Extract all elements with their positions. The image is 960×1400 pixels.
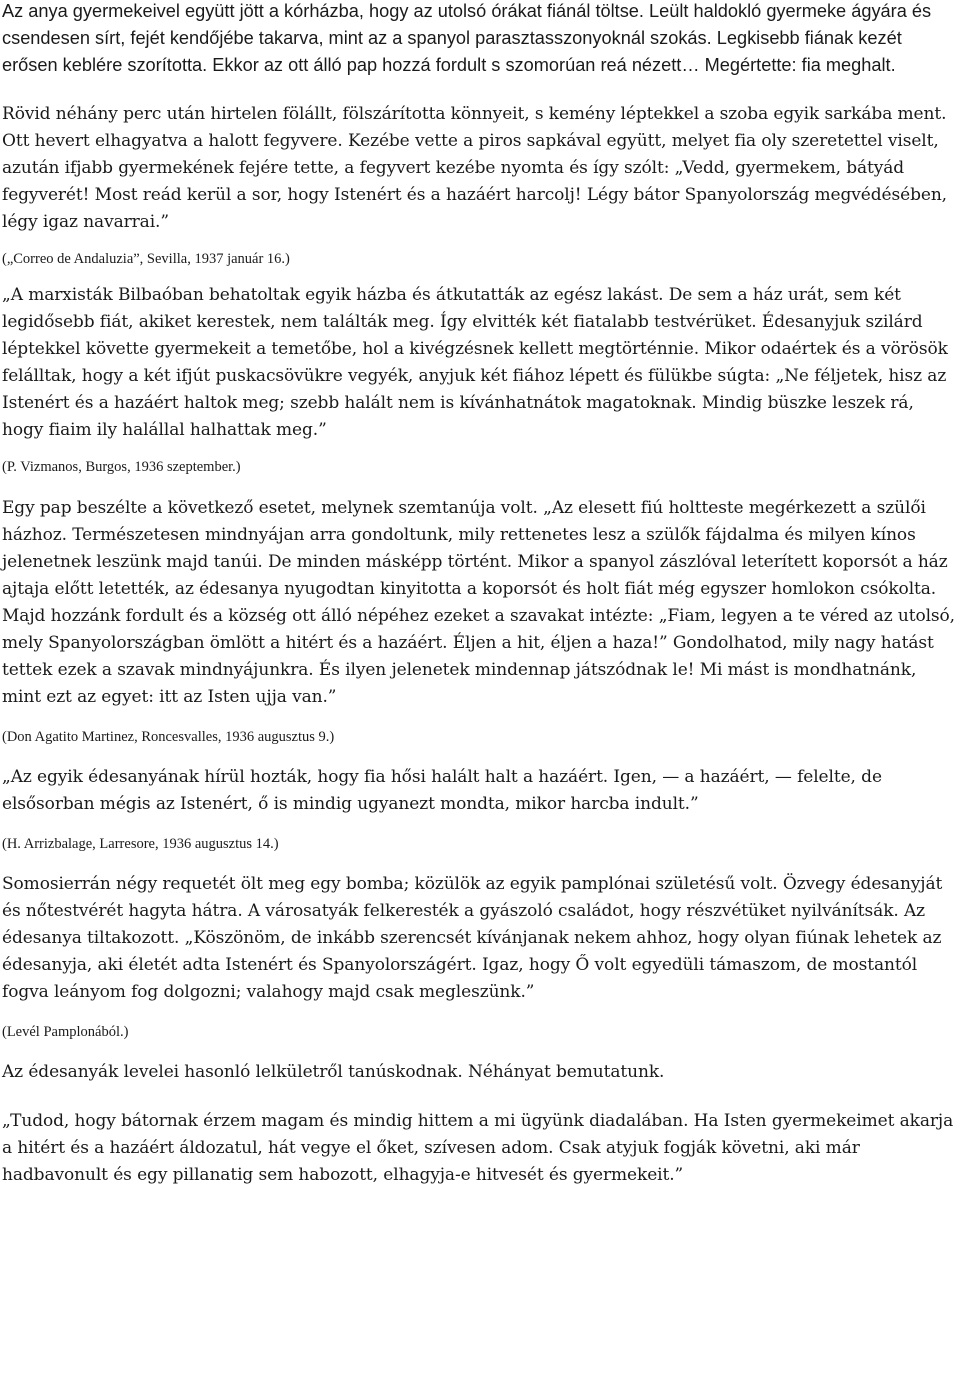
citation-correo-de-andaluzia: („Correo de Andaluzia”, Sevilla, 1937 január 16.) <box>2 251 290 267</box>
citation-vizmanos-burgos: (P. Vizmanos, Burgos, 1936 szeptember.) <box>2 459 241 475</box>
paragraph-brother-weapon: Rövid néhány perc után hirtelen fölállt, fölszárította könnyeit, s kemény léptekkel a szoba egyik sarkába ment. Ott hevert elhagyatva a halott fegyvere. Kezébe vette a piros sapkával együtt, melyet fia oly szeretettel viselt, azután ifjabb gyermekének fejére tette, a fegyvert kezébe nyomta és így szólt: „Vedd, gyermekem, bátyád fegyverét! Most reád kerül a sor, hogy Istenért és a hazáért harcolj! Légy bátor Spanyolország megvédésében, légy igaz navarrai.” <box>2 104 947 232</box>
paragraph-heroic-death: „Az egyik édesanyának hírül hozták, hogy fia hősi halált halt a hazáért. Igen, — a hazáért, — felelte, de elsősorban mégis az Istenért, ő is mindig ugyanezt mondta, mikor harcba indult.” <box>2 767 882 814</box>
paragraph-mothers-letters: Az édesanyák levelei hasonló lelkületről tanúskodnak. Néhányat bemutatunk. <box>2 1062 665 1082</box>
paragraph-somosierra-bomb: Somosierrán négy requetét ölt meg egy bomba; közülök az egyik pamplónai születésű volt. Özvegy édesanyját és nőtestvérét hagyta hátra. A városatyák felkeresték a gyászoló családot, hogy részvétüket nyilvánítsák. Az édesanya tiltakozott. „Köszönöm, de inkább szerencsét kívánjanak nekem ahhoz, hogy olyan fiúnak lehetek az édesanyja, aki életét adta Istenért és Spanyolországért. Igaz, hogy Ő volt egyedüli támaszom, de mostantól fogva leányom fog dolgozni; valahogy majd csak megleszünk.” <box>2 874 943 1002</box>
citation-letter-pamplona: (Levél Pamplonából.) <box>2 1024 129 1040</box>
paragraph-mother-letter-quote: „Tudod, hogy bátornak érzem magam és mindig hittem a mi ügyünk diadalában. Ha Isten gyermekeimet akarja a hitért és a hazáért áldozatul, hát vegye el őket, szívesen adom. Csak atyjuk fogják követni, aki már hadbavonult és egy pillanatig sem habozott, elhagyja-e hitvesét és gyermekeit.” <box>2 1111 954 1185</box>
paragraph-hospital-mother: Az anya gyermekeivel együtt jött a kórházba, hogy az utolsó órákat fiánál töltse. Leült haldokló gyermeke ágyára és csendesen sírt, fejét kendőjébe takarva, mint az a spanyol parasztasszonyoknál szokás. Legkisebb fiának kezét erősen keblére szorította. Ekkor az ott álló pap hozzá fordult s szomorúan reá nézett… Megértette: fia meghalt. <box>2 1 932 75</box>
citation-arrizbalage-larresore: (H. Arrizbalage, Larresore, 1936 augusztus 14.) <box>2 836 279 852</box>
paragraph-bilbao-marxists: „A marxisták Bilbaóban behatoltak egyik házba és átkutatták az egész lakást. De sem a ház urát, sem két legidősebb fiát, akiket kerestek, nem találták meg. Így elvitték két fiatalabb testvérüket. Édesanyjuk szilárd léptekkel követte gyermekeit a temetőbe, hol a kivégzésnek kellett megtörténnie. Mikor odaértek és a vörösök felálltak, hogy a két ifjút puskacsövükre vegyék, anyjuk két fiához lépett és fülükbe súgta: „Ne féljetek, hisz az Istenért és a hazáért haltok meg; szebb halált nem is kívánhatnátok magatoknak. Mindig büszke leszek rá, hogy fiaim ily halállal halhattak meg.” <box>2 285 948 440</box>
paragraph-priest-account: Egy pap beszélte a következő esetet, melynek szemtanúja volt. „Az elesett fiú holtteste megérkezett a szülői házhoz. Természetesen mindnyájan arra gondoltunk, mily rettenetes lesz a szülők fájdalma és milyen kínos jelenetnek leszünk majd tanúi. De minden másképp történt. Mikor a spanyol zászlóval leterített koporsót a ház ajtaja előtt letették, az édesanya nyugodtan kinyitotta a koporsót és holt fiát még egyszer homlokon csókolta. Majd hozzánk fordult és a község ott álló népéhez ezeket a szavakat intézte: „Fiam, legyen a te véred az utolsó, mely Spanyolországban ömlött a hitért és a hazáért. Éljen a hit, éljen a haza!” Gondolhatod, mily nagy hatást tettek ezek a szavak mindnyájunkra. És ilyen jelenetek mindennap játszódnak le! Mi mást is mondhatnánk, mint ezt az egyet: itt az Isten ujja van.” <box>2 498 955 707</box>
citation-agatito-martinez: (Don Agatito Martinez, Roncesvalles, 1936 augusztus 9.) <box>2 729 335 745</box>
